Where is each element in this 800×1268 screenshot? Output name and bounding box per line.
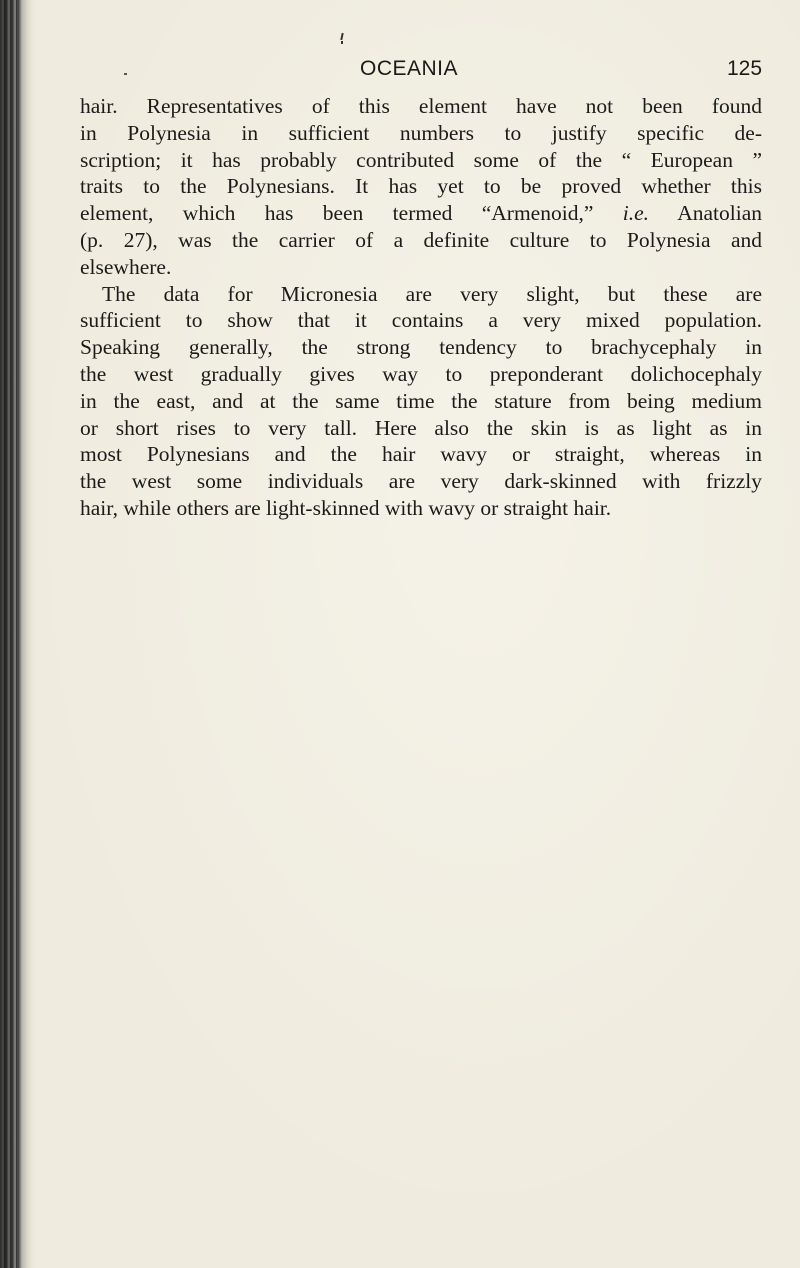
gutter-shadow-line [4,0,5,1268]
print-mark [340,33,343,40]
print-mark [341,41,343,44]
text-line: in the east, and at the same time the stature from being medium [80,388,762,413]
gutter-shadow-line [10,0,11,1268]
text-line: hair, while others are light-skinned with wavy or straight hair. [80,495,612,520]
text-line: the west some individuals are very dark-skinned with frizzly [80,469,762,494]
text-line: or short rises to very tall. Here also the skin is as light as in [80,415,762,440]
text-line: (p. 27), was the carrier of a definite culture to Polynesia and [80,227,762,252]
text-line: sufficient to show that it contains a very mixed population. [80,308,762,333]
book-gutter [0,0,36,1268]
text-line: elsewhere. [80,254,172,279]
text-line-italic-abbrev [80,200,762,227]
running-head-title: OCEANIA [360,57,459,80]
italic-abbreviation: i.e. [622,201,650,226]
text-line: the west gradually gives way to preponderant dolichocephaly [80,361,762,386]
body-text [80,93,762,522]
page-number: 125 [727,57,763,80]
line-text: element, which has been termed “Armenoid,” i.e. Anatolian [80,201,762,226]
gutter-shadow-line [16,0,17,1268]
text-line: hair. Representatives of this element have not been found [80,94,762,118]
print-speck [124,73,127,75]
text-line: traits to the Polynesians. It has yet to be proved whether this [80,174,762,199]
text-line: in Polynesia in sufficient numbers to justify specific de- [80,120,762,145]
text-line: Speaking generally, the strong tendency to brachycephaly in [80,335,762,360]
paragraph-first-line: The data for Micronesia are very slight, but these are [102,281,762,306]
text-line: most Polynesians and the hair wavy or straight, whereas in [80,442,762,467]
text-line: scription; it has probably contributed some of the “ European ” [80,147,762,172]
